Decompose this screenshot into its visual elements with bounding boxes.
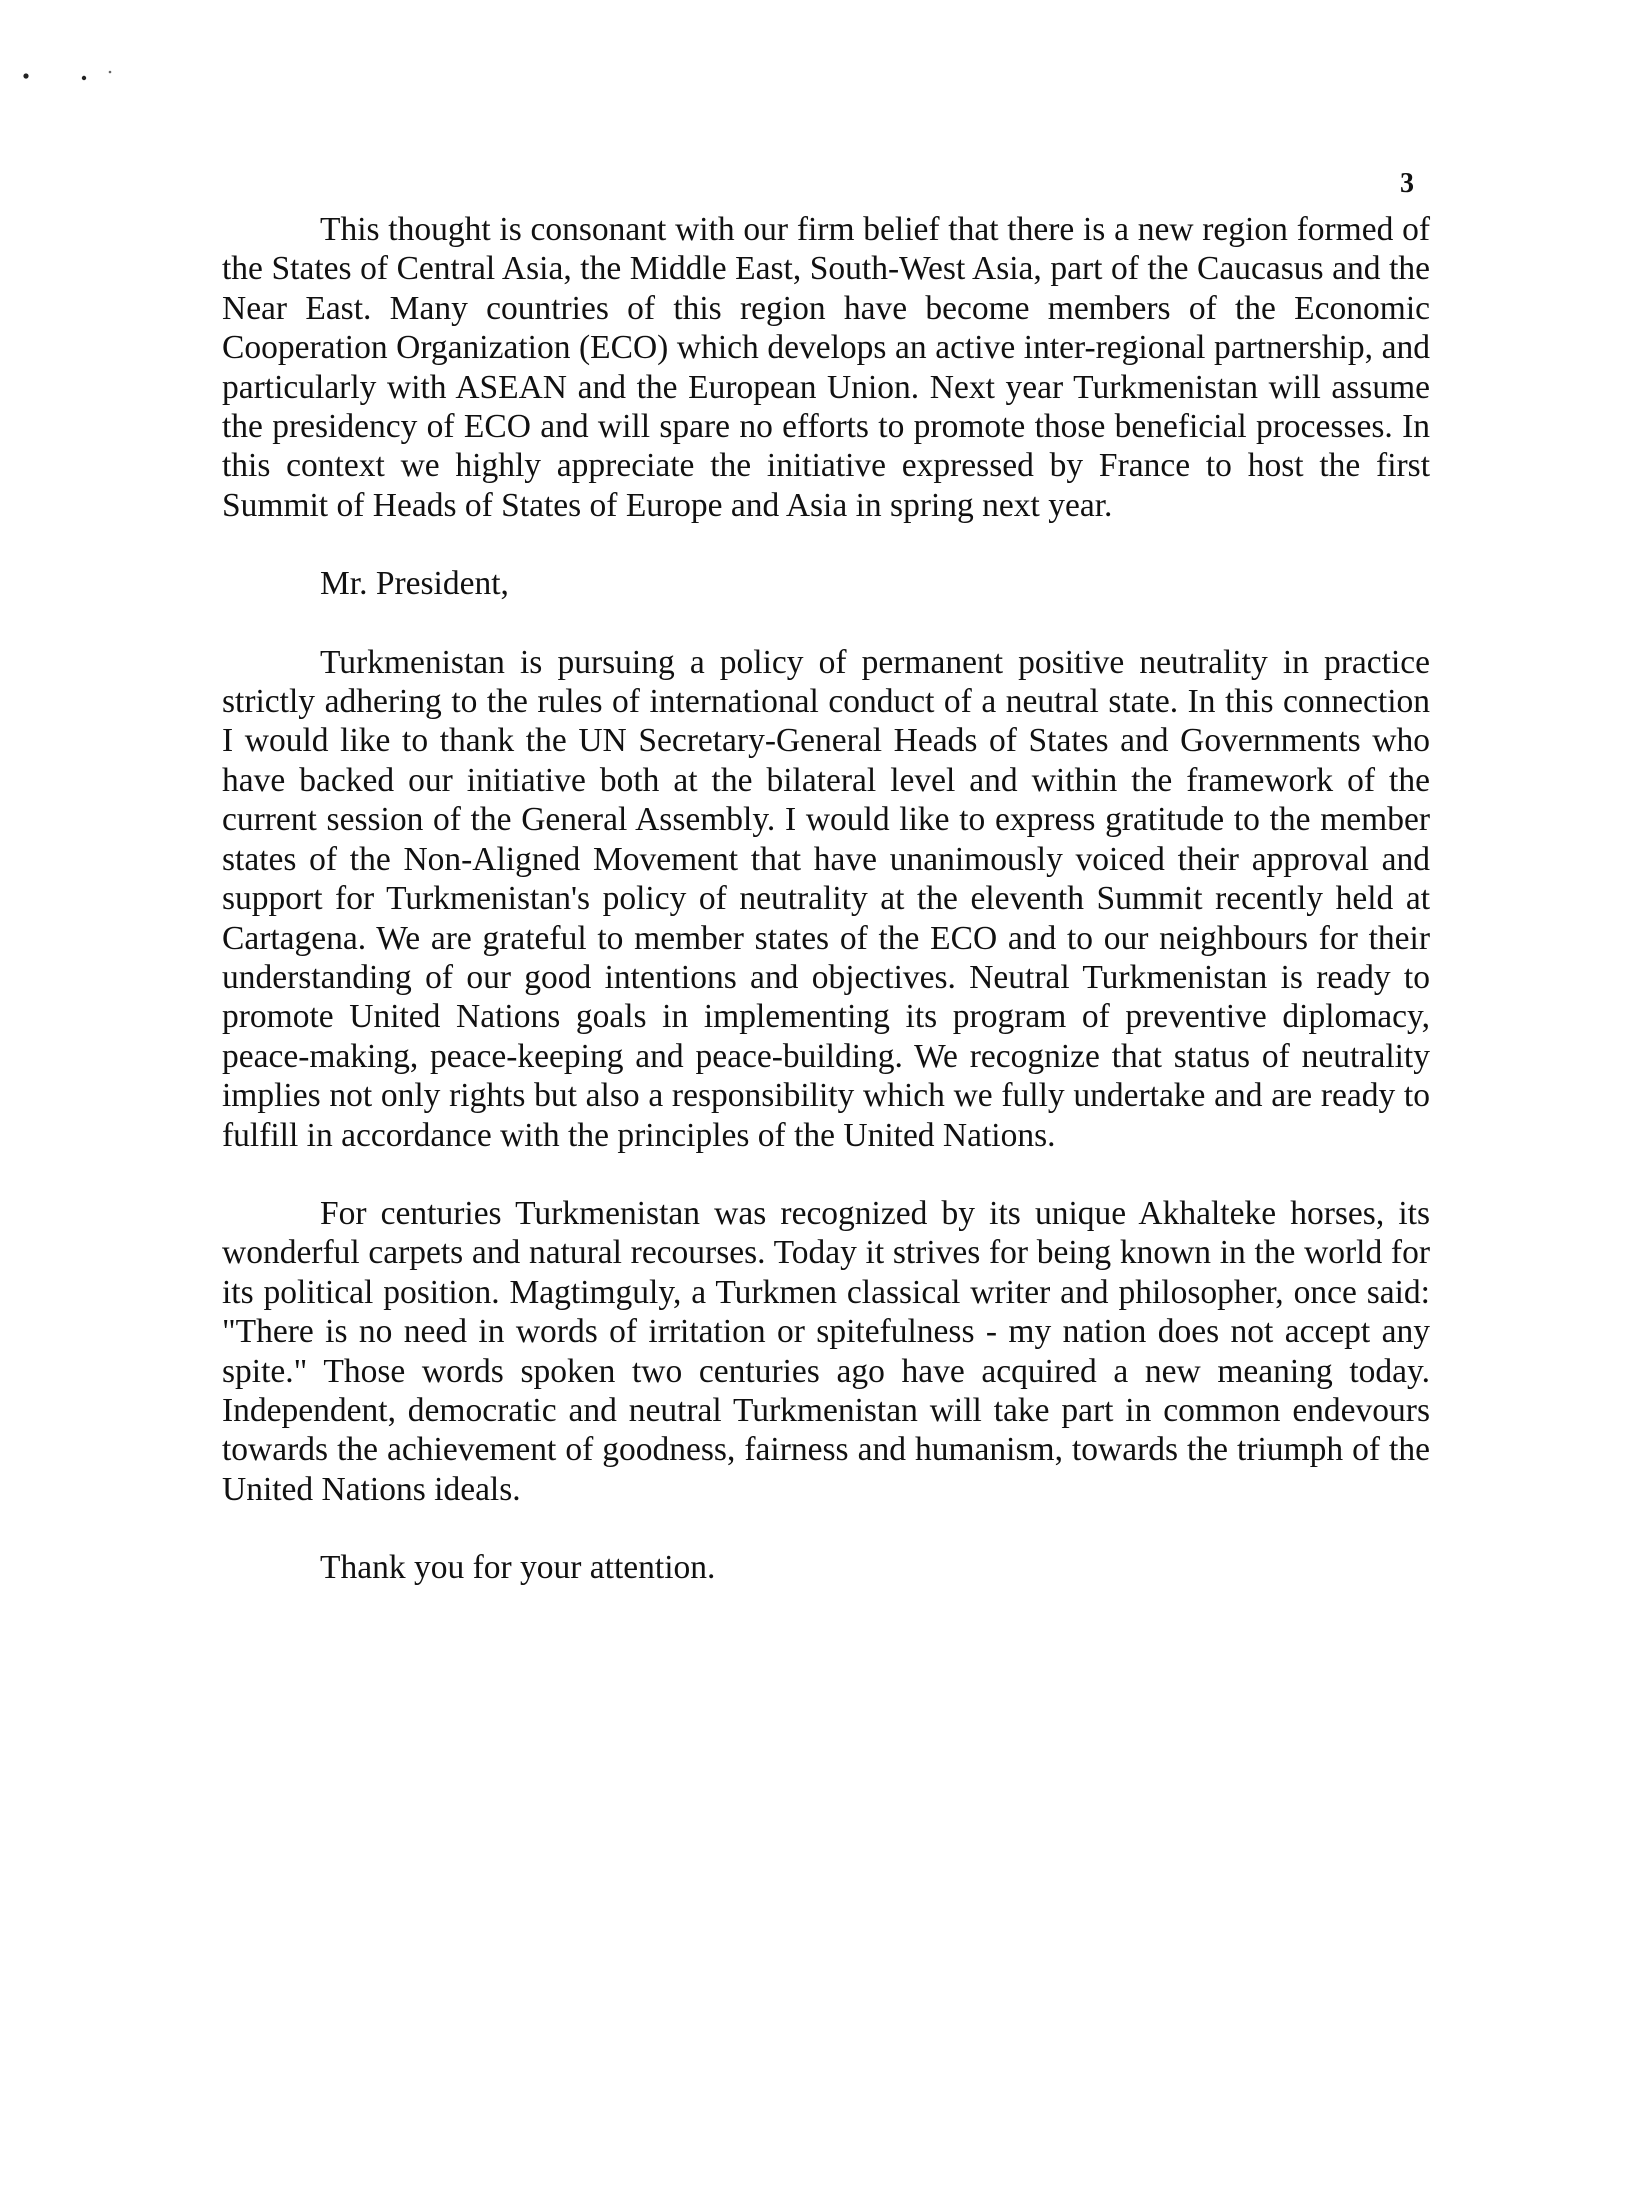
paragraph-neutrality: Turkmenistan is pursuing a policy of permanent positive neutrality in practice strictly adhering to the rules of international conduct of a neutral state. In this connection I would like to thank the UN Secretary-General Heads of States and Governments who have backed our initiative both at the bilateral level and within the framework of the current session of the General Assembly. I would like to express gratitude to the member states of the Non-Aligned Movement that have unanimously voiced their approval and support for Turkmenistan's policy of neutrality at the eleventh Summit recently held at Cartagena. We are grateful to member states of the ECO and to our neighbours for their understanding of our good intentions and objectives. Neutral Turkmenistan is ready to promote United Nations goals in implementing its program of preventive diplomacy, peace-making, peace-keeping and peace-building. We recognize that status of neutrality implies not only rights but also a responsibility which we fully undertake and are ready to fulfill in accordance with the principles of the United Nations. <box>222 643 1430 1154</box>
closing-line: Thank you for your attention. <box>320 1549 716 1587</box>
body-text <box>222 210 1430 1588</box>
scan-dot <box>82 76 86 80</box>
salutation: Mr. President, <box>320 565 509 603</box>
scan-dot <box>109 71 112 74</box>
page-number: 3 <box>1400 168 1415 199</box>
scan-artifact-marks <box>18 66 128 86</box>
scan-dot <box>23 73 28 78</box>
paragraph-region: This thought is consonant with our firm belief that there is a new region formed of the States of Central Asia, the Middle East, South-West Asia, part of the Caucasus and the Near East. Many countries of this region have become members of the Economic Cooperation Organization (ECO) which develops an active inter-regional partnership, and particularly with ASEAN and the European Union. Next year Turkmenistan will assume the presidency of ECO and will spare no efforts to promote those beneficial processes. In this context we highly appreciate the initiative expressed by France to host the first Summit of Heads of States of Europe and Asia in spring next year. <box>222 211 1430 524</box>
paragraph-heritage: For centuries Turkmenistan was recognized by its unique Akhalteke horses, its wonderful carpets and natural recourses. Today it strives for being known in the world for its political position. Magtimguly, a Turkmen classical writer and philosopher, once said: "There is no need in words of irritation or spitefulness - my nation does not accept any spite." Those words spoken two centuries ago have acquired a new meaning today. Independent, democratic and neutral Turkmenistan will take part in common endevours towards the achievement of goodness, fairness and humanism, towards the triumph of the United Nations ideals. <box>222 1194 1430 1508</box>
